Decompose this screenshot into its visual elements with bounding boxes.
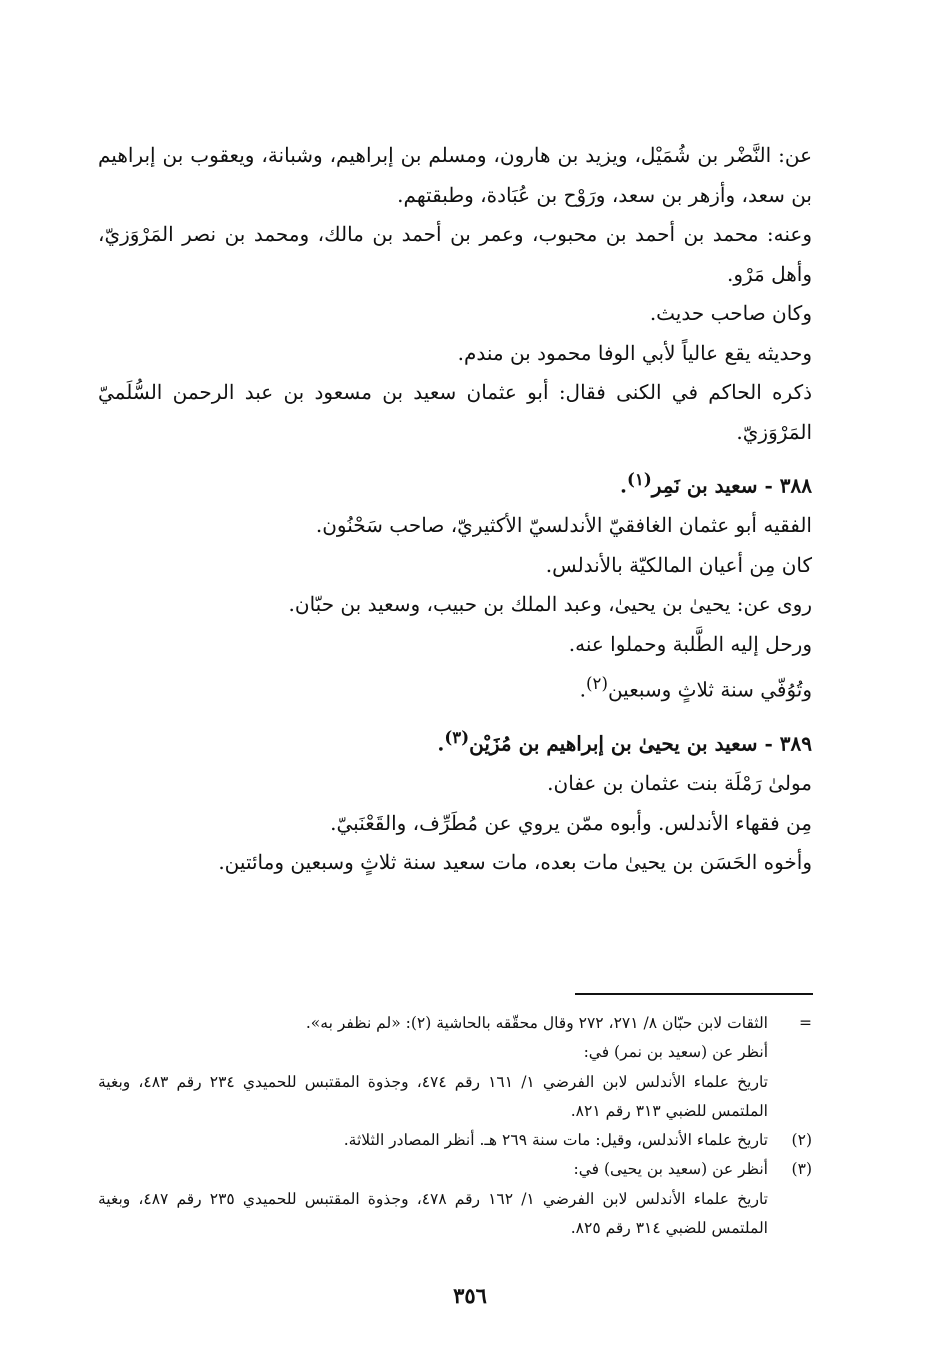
paragraph <box>98 664 812 710</box>
footnote-text <box>98 1009 768 1126</box>
footnote-marker: (٢) <box>791 1131 812 1150</box>
footnote-text <box>98 1155 768 1243</box>
paragraph: وحديثه يقع عالياً لأبي الوفا محمود بن مندم. <box>457 340 812 365</box>
footnote-line: تاريخ علماء الأندلس لابن الفرضي ١/ ١٦٢ رقم ٤٧٨، وجذوة المقتبس للحميدي ٢٣٥ رقم ٤٨٧، وبغية الملتمس للضبي ٣١٤ رقم ٨٢٥. <box>98 1189 768 1238</box>
entry-heading-388 <box>98 460 812 506</box>
footnote-ref: (١) <box>626 469 652 489</box>
paragraph: ورحل إليه الطَّلبة وحملوا عنه. <box>568 631 812 656</box>
main-text <box>98 136 812 883</box>
footnote <box>98 1155 812 1243</box>
paragraph: وكان صاحب حديث. <box>649 301 812 325</box>
footnote-line: أنظر عن (سعيد بن يحيى) في: <box>573 1160 768 1179</box>
footnote-line: تاريخ علماء الأندلس لابن الفرضي ١/ ١٦١ رقم ٤٧٤، وجذوة المقتبس للحميدي ٢٣٤ رقم ٤٨٣، وبغية الملتمس للضبي ٣١٣ رقم ٨٢١. <box>98 1072 768 1120</box>
entry-heading-389 <box>98 718 812 764</box>
footnote-line: أنظر عن (سعيد بن نمر) في: <box>583 1043 768 1062</box>
paragraph: كان مِن أعيان المالكيّة بالأندلس. <box>545 552 812 577</box>
paragraph: عن: النَّضْر بن شُمَيْل، ويزيد بن هارون، ومسلم بن إبراهيم، وشبانة، ويعقوب بن إبراهيم بن سعد، وأزهر بن سعد، ورَوْح بن عُبَادة، وطبقتهم. <box>98 143 812 207</box>
entry-title: ٣٨٨ - سعيد بن نَمِر <box>651 473 812 498</box>
footnote-line: الثقات لابن حبّان ٨/ ٢٧١، ٢٧٢ وقال محقّقه بالحاشية (٢): «لم نظفر به». <box>305 1014 768 1032</box>
paragraph: وعنه: محمد بن أحمد بن محبوب، وعمر بن أحمد بن مالك، ومحمد بن نصر المَرْوَزيّ، وأهل مَرْو. <box>98 222 812 286</box>
footnote <box>98 1009 812 1126</box>
entry-title: ٣٨٩ - سعيد بن يحيىٰ بن إبراهيم بن مُزَيْن <box>469 731 812 756</box>
entry-title-end: . <box>620 473 627 498</box>
death-note: وتُوُفّي سنة ثلاثٍ وسبعين <box>607 677 812 702</box>
paragraph: روى عن: يحيىٰ بن يحيىٰ، وعبد الملك بن حبيب، وسعيد بن حبّان. <box>288 592 812 617</box>
page-number: ٣٥٦ <box>453 1283 487 1308</box>
paragraph: ذكره الحاكم في الكنى فقال: أبو عثمان سعيد بن مسعود بن عبد الرحمن السُّلَميّ المَرْوَزيّ. <box>98 380 812 444</box>
footnotes <box>98 1009 812 1243</box>
footnote-marker: = <box>799 1014 812 1032</box>
paragraph: مِن فقهاء الأندلس. وأبوه ممّن يروي عن مُطَرِّف، والقَعْنَبيّ. <box>330 810 812 835</box>
paragraph: وأخوه الحَسَن بن يحيىٰ مات بعده، مات سعيد سنة ثلاثٍ وسبعين ومائتين. <box>218 850 812 875</box>
footnote-marker: (٣) <box>791 1160 812 1179</box>
footnote-ref: (٢) <box>585 674 608 694</box>
paragraph: مولىٰ رَمْلَة بنت عثمان بن عفان. <box>547 771 812 796</box>
paragraph: الفقيه أبو عثمان الغافقيّ الأندلسيّ الأكثيريّ، صاحب سَحْنُون. <box>315 513 812 538</box>
footnote-separator <box>575 993 813 995</box>
death-note-end: . <box>579 677 586 702</box>
footnote-line: تاريخ علماء الأندلس، وقيل: مات سنة ٢٦٩ هـ. أنظر المصادر الثلاثة. <box>343 1131 768 1150</box>
footnote-ref: (٣) <box>444 727 470 748</box>
footnote-text <box>98 1126 768 1155</box>
entry-title-end: . <box>437 731 445 756</box>
footnote <box>98 1126 812 1155</box>
